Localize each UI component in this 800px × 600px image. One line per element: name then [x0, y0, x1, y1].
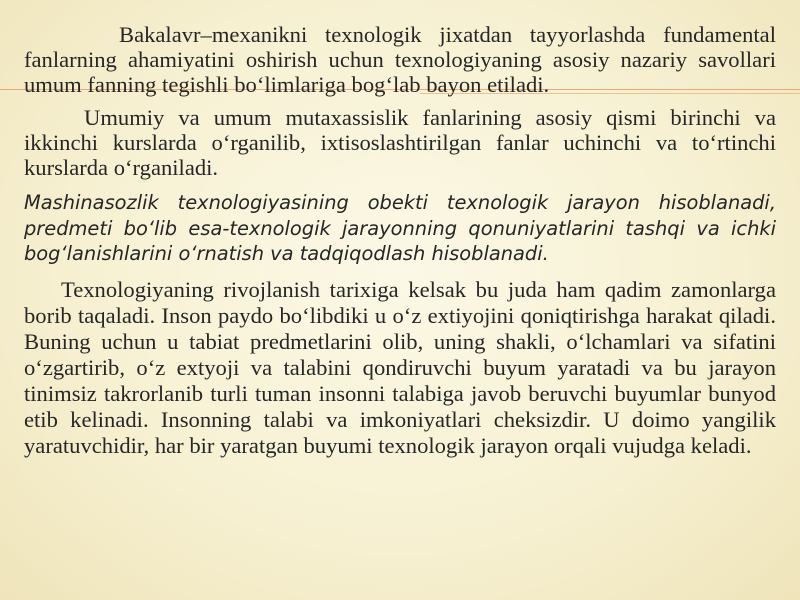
paragraph-history: Texnologiyaning rivojlanish tarixiga kelsak bu juda ham qadim zamonlarga borib taqaladi. Inson paydo bo‘libdiki u o‘z extiyojini qoniqtirishga harakat qiladi. Buning uchun u tabiat predmetlarini olib, uning shakli, o‘lchamlari va sifatini o‘zgartirib, o‘z extyoji va talabini qondiruvchi buyum yaratadi va bu jarayon tinimsiz takrorlanib turli tuman insonni talabiga javob beruvchi buyumlar bunyod etib kelinadi. Insonning talabi va imkoniyatlari cheksizdir. U doimo yangilik yaratuvchidir, har bir yaratgan buyumi texnologik jarayon orqali vujudga keladi.	[24, 276, 776, 458]
paragraph-courses: Umumiy va umum mutaxassislik fanlarining asosiy qismi birinchi va ikkinchi kurslarda o‘rganilib, ixtisoslashtirilgan fanlar uchinchi va to‘rtinchi kurslarda o‘rganiladi.	[24, 105, 776, 180]
slide-body	[24, 22, 776, 459]
paragraph-intro: Bakalavr–mexanikni texnologik jixatdan tayyorlashda fundamental fanlarning ahamiyatini oshirish uchun texnologiyaning asosiy nazariy savollari umum fanning tegishli bo‘limlariga bog‘lab bayon etiladi.	[24, 22, 776, 97]
paragraph-definition: Mashinasozlik texnologiyasining obekti texnologik jarayon hisoblanadi, predmeti bo‘lib esa-texnologik jarayonning qonuniyatlarini tashqi va ichki bog‘lanishlarini o‘rnatish va tadqiqodlash hisoblanadi.	[24, 191, 776, 265]
